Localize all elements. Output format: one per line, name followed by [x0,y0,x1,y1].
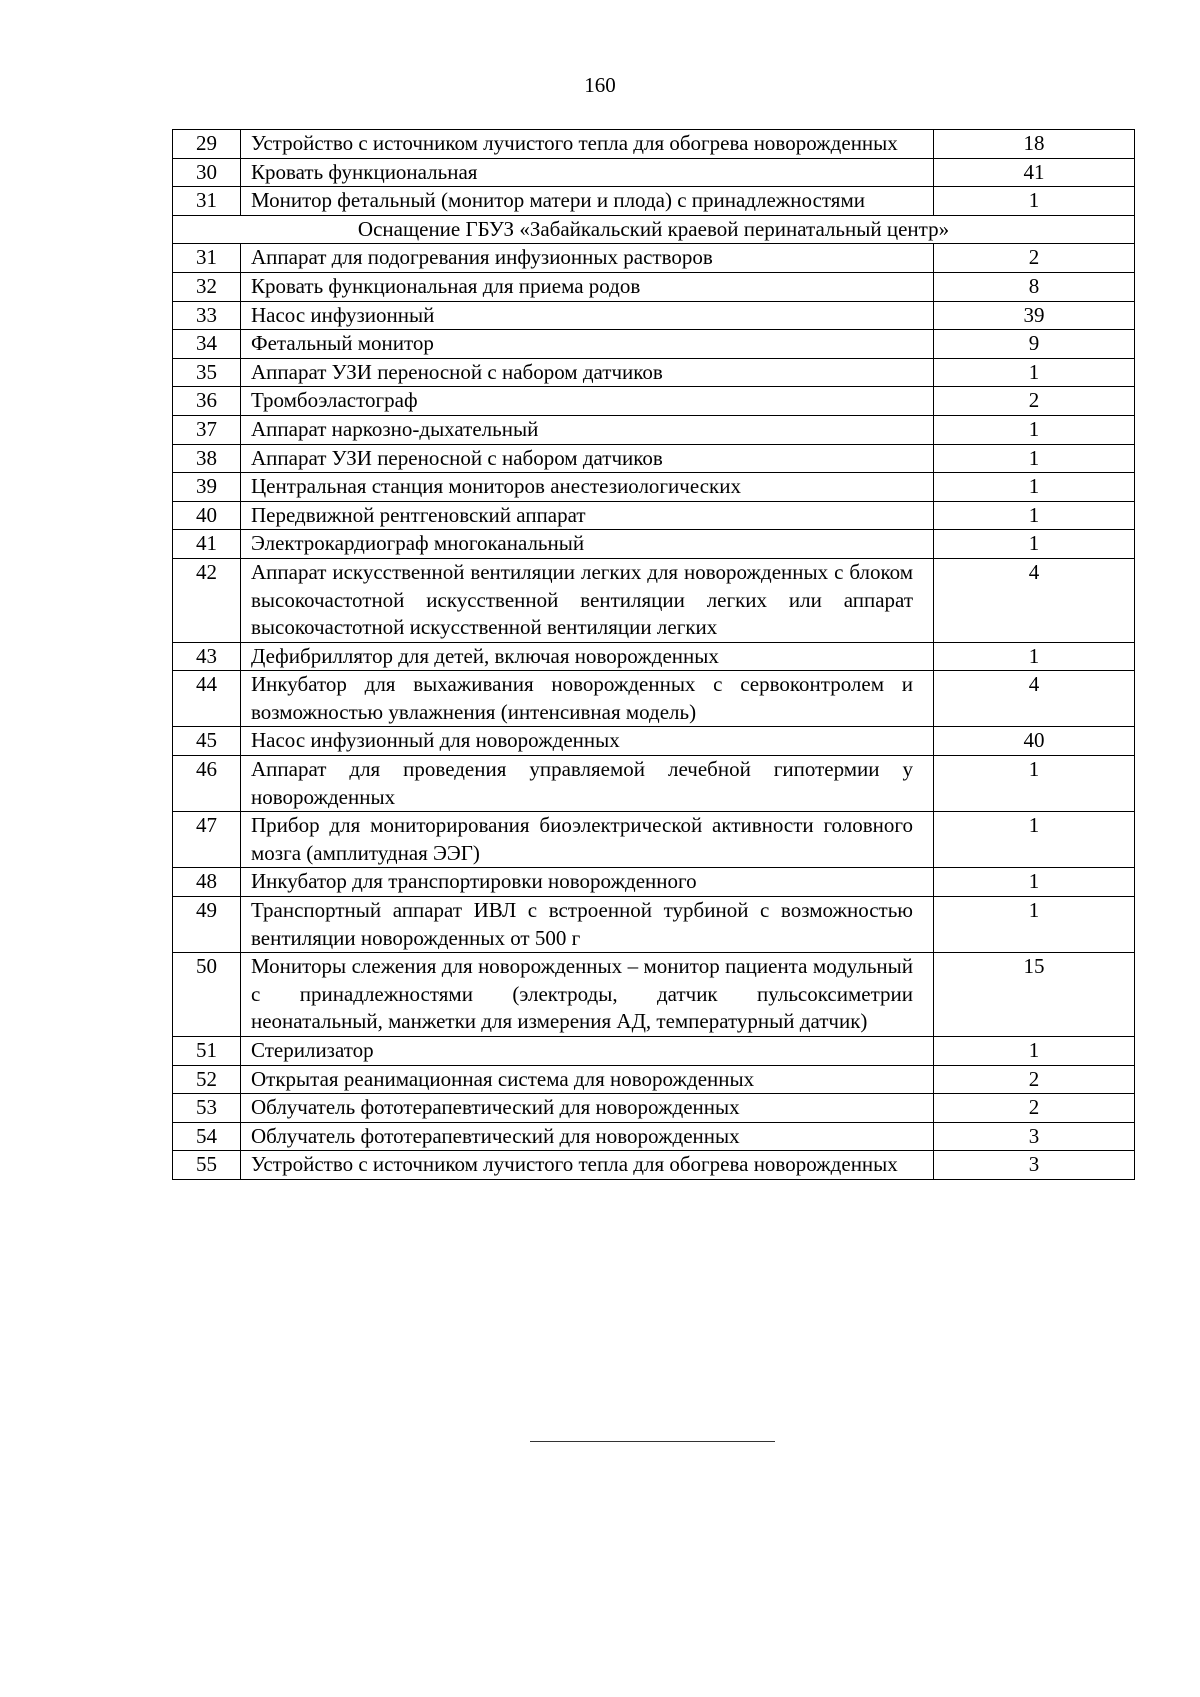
table-row [173,558,1135,642]
table-row [173,387,1135,416]
table-row [173,473,1135,502]
equipment-name-cell: Аппарат УЗИ переносной с набором датчиков [241,358,934,387]
equipment-name-cell: Кровать функциональная для приема родов [241,272,934,301]
table-row [173,812,1135,868]
table-row [173,671,1135,727]
row-number-cell: 43 [173,642,241,671]
row-number-cell: 39 [173,473,241,502]
section-row [173,215,1135,244]
row-number-cell: 51 [173,1037,241,1066]
equipment-name-cell: Насос инфузионный для новорожденных [241,727,934,756]
equipment-name-cell: Инкубатор для транспортировки новорожденного [241,868,934,897]
table-row [173,330,1135,359]
equipment-name-cell: Монитор фетальный (монитор матери и плода) с принадлежностями [241,187,934,216]
row-number-cell: 48 [173,868,241,897]
quantity-cell: 3 [934,1151,1135,1180]
row-number-cell: 29 [173,130,241,159]
equipment-name-cell: Аппарат искусственной вентиляции легких для новорожденных с блоком высокочастотной искусственной вентиляции легких или аппарат высокочастотной искусственной вентиляции легких [241,558,934,642]
quantity-cell: 1 [934,756,1135,812]
table-row [173,358,1135,387]
equipment-name-cell: Облучатель фототерапевтический для новорожденных [241,1094,934,1123]
row-number-cell: 46 [173,756,241,812]
row-number-cell: 54 [173,1122,241,1151]
table-row [173,642,1135,671]
equipment-name-cell: Инкубатор для выхаживания новорожденных с сервоконтролем и возможностью увлажнения (интенсивная модель) [241,671,934,727]
equipment-name-cell: Открытая реанимационная система для новорожденных [241,1065,934,1094]
row-number-cell: 49 [173,897,241,953]
table-row [173,1065,1135,1094]
quantity-cell: 40 [934,727,1135,756]
row-number-cell: 30 [173,158,241,187]
quantity-cell: 1 [934,1037,1135,1066]
quantity-cell: 1 [934,642,1135,671]
quantity-cell: 1 [934,415,1135,444]
quantity-cell: 1 [934,444,1135,473]
row-number-cell: 33 [173,301,241,330]
row-number-cell: 38 [173,444,241,473]
equipment-table-body [173,130,1135,1180]
quantity-cell: 2 [934,387,1135,416]
equipment-name-cell: Аппарат для проведения управляемой лечебной гипотермии у новорожденных [241,756,934,812]
equipment-name-cell: Устройство с источником лучистого тепла для обогрева новорожденных [241,1151,934,1180]
quantity-cell: 1 [934,358,1135,387]
equipment-name-cell: Насос инфузионный [241,301,934,330]
quantity-cell: 18 [934,130,1135,159]
end-of-document-rule [530,1441,775,1442]
quantity-cell: 2 [934,244,1135,273]
row-number-cell: 37 [173,415,241,444]
table-row [173,301,1135,330]
equipment-name-cell: Аппарат для подогревания инфузионных растворов [241,244,934,273]
quantity-cell: 41 [934,158,1135,187]
row-number-cell: 31 [173,244,241,273]
equipment-name-cell: Прибор для мониторирования биоэлектрической активности головного мозга (амплитудная ЭЭГ) [241,812,934,868]
table-row [173,868,1135,897]
row-number-cell: 41 [173,530,241,559]
row-number-cell: 32 [173,272,241,301]
table-row [173,444,1135,473]
row-number-cell: 50 [173,953,241,1037]
quantity-cell: 1 [934,530,1135,559]
row-number-cell: 31 [173,187,241,216]
equipment-name-cell: Тромбоэластограф [241,387,934,416]
quantity-cell: 3 [934,1122,1135,1151]
equipment-name-cell: Облучатель фототерапевтический для новорожденных [241,1122,934,1151]
quantity-cell: 1 [934,187,1135,216]
row-number-cell: 40 [173,501,241,530]
row-number-cell: 55 [173,1151,241,1180]
quantity-cell: 15 [934,953,1135,1037]
quantity-cell: 1 [934,473,1135,502]
table-row [173,244,1135,273]
equipment-name-cell: Фетальный монитор [241,330,934,359]
table-row [173,1122,1135,1151]
row-number-cell: 52 [173,1065,241,1094]
quantity-cell: 4 [934,558,1135,642]
table-row [173,158,1135,187]
equipment-name-cell: Устройство с источником лучистого тепла для обогрева новорожденных [241,130,934,159]
table-row [173,501,1135,530]
table-row [173,897,1135,953]
table-row [173,272,1135,301]
table-row [173,727,1135,756]
table-row [173,953,1135,1037]
quantity-cell: 1 [934,868,1135,897]
quantity-cell: 39 [934,301,1135,330]
equipment-name-cell: Мониторы слежения для новорожденных – монитор пациента модульный с принадлежностями (электроды, датчик пульсоксиметрии неонатальный, манжетки для измерения АД, температурный датчик) [241,953,934,1037]
quantity-cell: 8 [934,272,1135,301]
row-number-cell: 45 [173,727,241,756]
row-number-cell: 34 [173,330,241,359]
table-row [173,1094,1135,1123]
section-title: Оснащение ГБУЗ «Забайкальский краевой перинатальный центр» [173,215,1135,244]
equipment-name-cell: Транспортный аппарат ИВЛ с встроенной турбиной с возможностью вентиляции новорожденных от 500 г [241,897,934,953]
row-number-cell: 53 [173,1094,241,1123]
row-number-cell: 44 [173,671,241,727]
row-number-cell: 36 [173,387,241,416]
table-row [173,530,1135,559]
table-row [173,1037,1135,1066]
quantity-cell: 2 [934,1094,1135,1123]
table-row [173,187,1135,216]
equipment-name-cell: Аппарат наркозно-дыхательный [241,415,934,444]
quantity-cell: 2 [934,1065,1135,1094]
equipment-name-cell: Центральная станция мониторов анестезиологических [241,473,934,502]
row-number-cell: 42 [173,558,241,642]
equipment-name-cell: Дефибриллятор для детей, включая новорожденных [241,642,934,671]
table-row [173,415,1135,444]
table-row [173,1151,1135,1180]
quantity-cell: 1 [934,812,1135,868]
equipment-name-cell: Кровать функциональная [241,158,934,187]
equipment-name-cell: Аппарат УЗИ переносной с набором датчиков [241,444,934,473]
equipment-table [172,129,1135,1180]
quantity-cell: 1 [934,897,1135,953]
table-row [173,130,1135,159]
equipment-name-cell: Электрокардиограф многоканальный [241,530,934,559]
quantity-cell: 1 [934,501,1135,530]
equipment-name-cell: Стерилизатор [241,1037,934,1066]
row-number-cell: 47 [173,812,241,868]
quantity-cell: 4 [934,671,1135,727]
page-number: 160 [584,73,616,97]
table-row [173,756,1135,812]
row-number-cell: 35 [173,358,241,387]
equipment-name-cell: Передвижной рентгеновский аппарат [241,501,934,530]
quantity-cell: 9 [934,330,1135,359]
